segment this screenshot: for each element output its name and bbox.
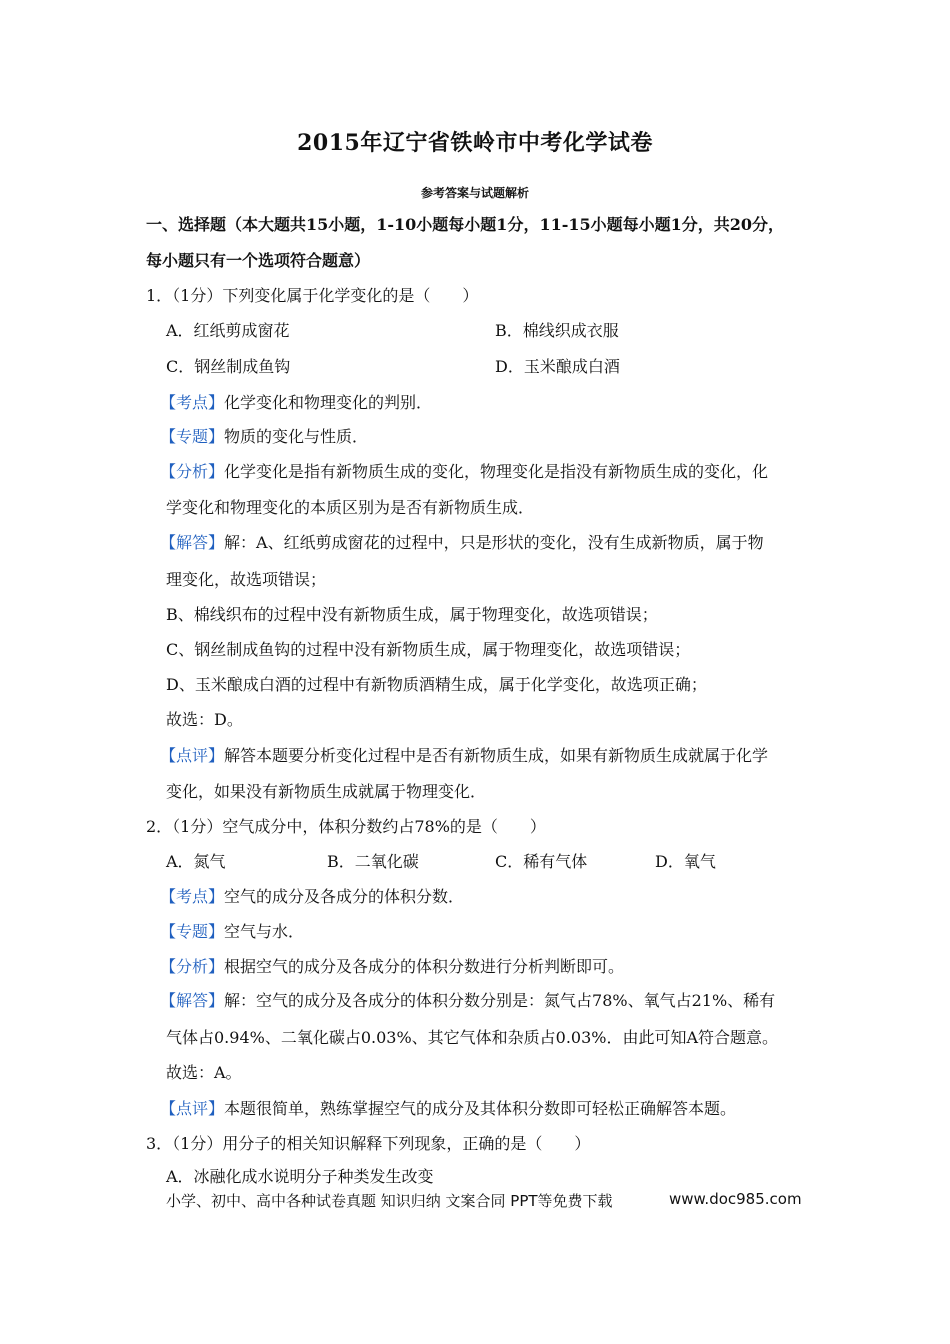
fenxi-text: 根据空气的成分及各成分的体积分数进行分析判断即可。 <box>224 957 625 976</box>
q1-kaodian <box>160 392 432 414</box>
q1-option-c: C．钢丝制成鱼钩 <box>166 357 291 376</box>
q2-zhuanti <box>160 921 304 943</box>
q1-stem: 1．（1分）下列变化属于化学变化的是（ ） <box>146 286 479 305</box>
q2-stem: 2．（1分）空气成分中，体积分数约占78%的是（ ） <box>146 817 546 836</box>
q1-zhuanti <box>160 426 368 448</box>
jieda-text: 解：空气的成分及各成分的体积分数分别是：氮气占78%、氧气占21%、稀有 <box>224 991 776 1010</box>
fenxi-tag: 【分析】 <box>160 462 225 481</box>
dianping-tag: 【点评】 <box>160 746 225 765</box>
kaodian-text: 化学变化和物理变化的判别． <box>224 393 433 412</box>
kaodian-tag: 【考点】 <box>160 887 225 906</box>
kaodian-text: 空气的成分及各成分的体积分数． <box>224 887 465 906</box>
q2-option-b: B．二氧化碳 <box>327 852 419 871</box>
jieda-text: 解：A、红纸剪成窗花的过程中，只是形状的变化，没有生成新物质，属于物 <box>224 533 764 552</box>
q2-jieda <box>160 990 775 1012</box>
q2-jieda-line2: 气体占0.94%、二氧化碳占0.03%、其它气体和杂质占0.03%．由此可知A符合题意。 <box>166 1028 779 1047</box>
q2-fenxi <box>160 956 624 978</box>
zhuanti-tag: 【专题】 <box>160 922 225 941</box>
page-title: 2015年辽宁省铁岭市中考化学试卷 <box>297 130 653 156</box>
jieda-tag: 【解答】 <box>160 533 225 552</box>
q1-fenxi <box>160 461 768 483</box>
q2-option-d: D．氧气 <box>655 852 716 871</box>
dianping-tag: 【点评】 <box>160 1099 225 1118</box>
fenxi-tag: 【分析】 <box>160 957 225 976</box>
q1-jieda-line4: C、钢丝制成鱼钩的过程中没有新物质生成，属于物理变化，故选项错误； <box>166 640 691 659</box>
footer-link[interactable]: www.doc985.com <box>669 1190 802 1208</box>
q3-option-a: A．冰融化成水说明分子种类发生改变 <box>166 1167 434 1186</box>
q1-option-d: D．玉米酿成白酒 <box>495 357 620 376</box>
q1-jieda <box>160 532 764 554</box>
q1-option-a: A．红纸剪成窗花 <box>166 321 290 340</box>
zhuanti-tag: 【专题】 <box>160 427 225 446</box>
q1-jieda-line2: 理变化，故选项错误； <box>166 570 327 589</box>
dianping-text: 本题很简单，熟练掌握空气的成分及其体积分数即可轻松正确解答本题。 <box>224 1099 737 1118</box>
q2-option-a: A．氮气 <box>166 852 226 871</box>
q2-option-c: C．稀有气体 <box>495 852 588 871</box>
page-subtitle: 参考答案与试题解析 <box>420 186 529 200</box>
kaodian-tag: 【考点】 <box>160 393 225 412</box>
zhuanti-text: 空气与水． <box>224 922 305 941</box>
q2-answer: 故选：A。 <box>166 1063 242 1082</box>
q1-option-b: B．棉线织成衣服 <box>495 321 619 340</box>
q2-kaodian <box>160 886 464 908</box>
section-heading-line2: 每小题只有一个选项符合题意） <box>146 251 371 270</box>
section-heading-line1: 一、选择题（本大题共15小题，1-10小题每小题1分，11-15小题每小题1分，共20分， <box>146 215 785 234</box>
fenxi-text: 化学变化是指有新物质生成的变化，物理变化是指没有新物质生成的变化，化 <box>224 462 769 481</box>
jieda-tag: 【解答】 <box>160 991 225 1010</box>
q1-jieda-line5: D、玉米酿成白酒的过程中有新物质酒精生成，属于化学变化，故选项正确； <box>166 675 707 694</box>
zhuanti-text: 物质的变化与性质． <box>224 427 369 446</box>
q2-dianping <box>160 1098 736 1120</box>
q3-stem: 3．（1分）用分子的相关知识解释下列现象，正确的是（ ） <box>146 1134 591 1153</box>
q1-answer: 故选：D。 <box>166 710 243 729</box>
dianping-text: 解答本题要分析变化过程中是否有新物质生成，如果有新物质生成就属于化学 <box>224 746 769 765</box>
q1-fenxi-cont: 学变化和物理变化的本质区别为是否有新物质生成． <box>166 498 535 517</box>
footer-banner-text: 小学、初中、高中各种试卷真题 知识归纳 文案合同 PPT等免费下载 <box>166 1192 613 1210</box>
q1-dianping-cont: 变化，如果没有新物质生成就属于物理变化． <box>166 782 487 801</box>
q1-jieda-line3: B、棉线织布的过程中没有新物质生成，属于物理变化，故选项错误； <box>166 605 658 624</box>
q1-dianping <box>160 745 768 767</box>
